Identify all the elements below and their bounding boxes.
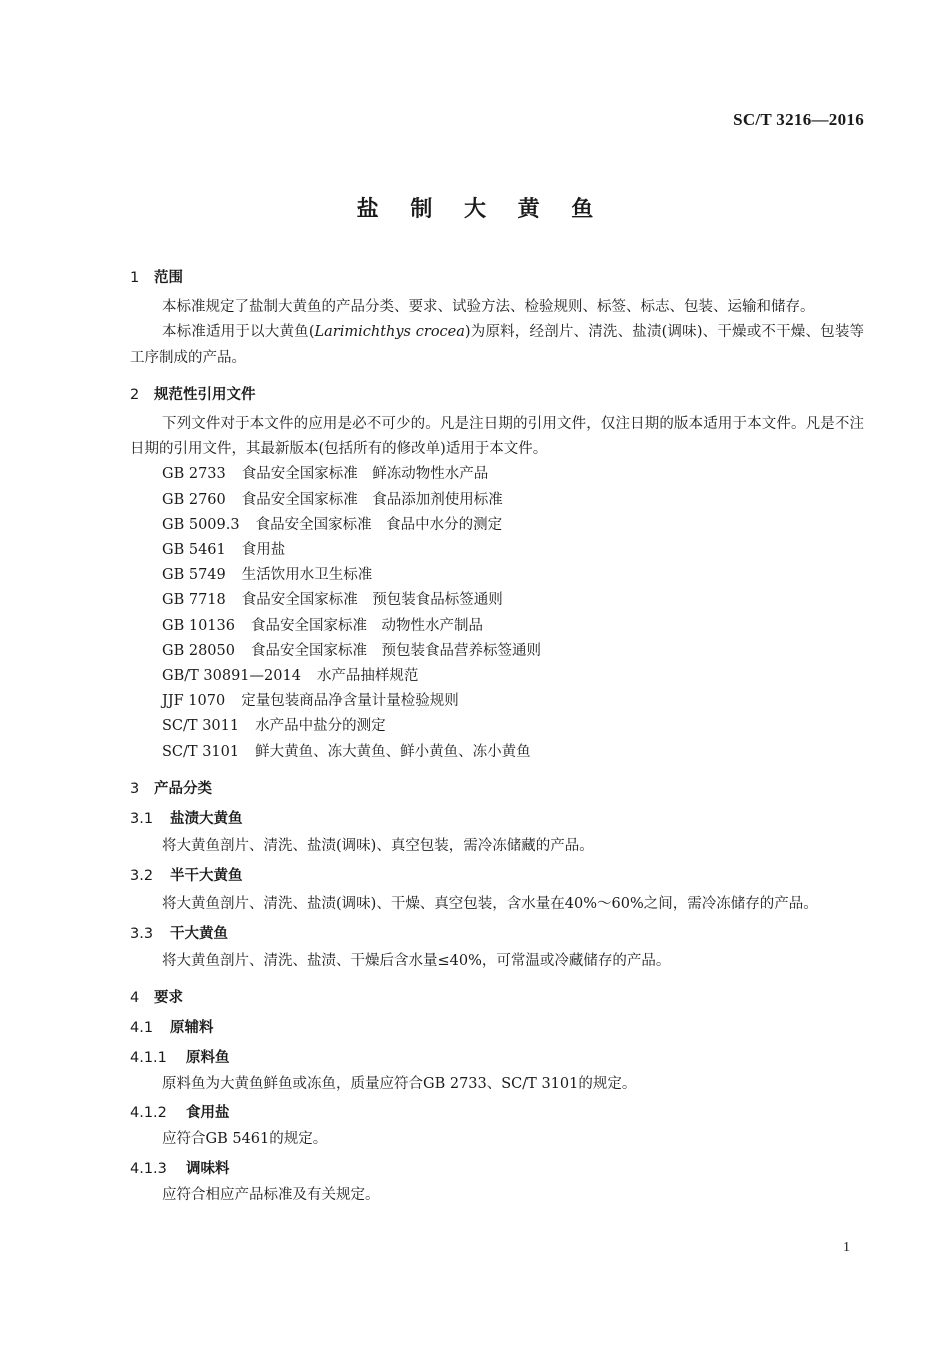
section-number: 3 <box>130 780 140 797</box>
subsection-3-2-heading <box>130 864 864 889</box>
page-number: 1 <box>843 1240 850 1255</box>
subsection-3-1-heading <box>130 807 864 832</box>
reference-name: 食品安全国家标准 预包装食品标签通则 <box>241 592 503 609</box>
reference-code: GB 5749 <box>162 567 226 584</box>
clause-title: 食用盐 <box>186 1105 230 1122</box>
clause-title: 原料鱼 <box>186 1049 230 1066</box>
subsection-title: 盐渍大黄鱼 <box>170 811 243 828</box>
subsection-number: 3.1 <box>130 811 154 828</box>
scope-text-pre: 本标准适用于以大黄鱼( <box>162 324 315 341</box>
section-3-heading <box>130 777 864 802</box>
reference-code: GB 2733 <box>162 466 226 483</box>
subsection-3-1-text: 将大黄鱼剖片、清洗、盐渍(调味)、真空包装，需冷冻储藏的产品。 <box>162 838 594 855</box>
section-number: 4 <box>130 990 140 1007</box>
subsection-3-2-text: 将大黄鱼剖片、清洗、盐渍(调味)、干燥、真空包装，含水量在40%～60%之间，需冷冻储存的产品。 <box>162 895 818 912</box>
clause-title: 调味料 <box>186 1160 230 1177</box>
subsection-number: 4.1 <box>130 1020 154 1037</box>
clause-number: 4.1.1 <box>130 1049 167 1066</box>
subsection-title: 原辅料 <box>170 1020 214 1037</box>
subsection-number: 3.2 <box>130 868 154 885</box>
clause-number: 4.1.2 <box>130 1105 167 1122</box>
reference-item <box>130 740 864 765</box>
reference-code: JJF 1070 <box>162 693 226 710</box>
section-title: 规范性引用文件 <box>154 386 256 403</box>
reference-name: 食品安全国家标准 鲜冻动物性水产品 <box>241 466 489 483</box>
section-2-heading <box>130 383 864 408</box>
subsection-3-3-text: 将大黄鱼剖片、清洗、盐渍、干燥后含水量≤40%，可常温或冷藏储存的产品。 <box>162 953 671 970</box>
subsection-4-1-heading <box>130 1016 864 1041</box>
clause-4-1-2-heading <box>130 1101 864 1126</box>
reference-item <box>130 639 864 664</box>
reference-code: GB 10136 <box>162 617 235 634</box>
section-number: 1 <box>130 270 140 286</box>
reference-item <box>130 588 864 613</box>
latin-species-name: Larimichthys crocea <box>314 324 465 341</box>
section-title: 范围 <box>154 270 183 286</box>
reference-code: SC/T 3101 <box>162 743 240 760</box>
subsection-title: 半干大黄鱼 <box>170 868 243 885</box>
reference-item <box>130 563 864 588</box>
scope-paragraph-2 <box>130 320 864 370</box>
reference-code: SC/T 3011 <box>162 718 240 735</box>
reference-code: GB/T 30891—2014 <box>162 668 301 685</box>
reference-code: GB 28050 <box>162 642 235 659</box>
reference-name: 食品安全国家标准 动物性水产制品 <box>250 617 483 634</box>
reference-name: 食用盐 <box>241 542 286 559</box>
reference-name: 鲜大黄鱼、冻大黄鱼、鲜小黄鱼、冻小黄鱼 <box>255 743 531 760</box>
section-number: 2 <box>130 386 140 403</box>
reference-item <box>130 488 864 513</box>
clause-4-1-1-heading <box>130 1046 864 1071</box>
reference-item <box>130 462 864 487</box>
reference-code: GB 5461 <box>162 542 226 559</box>
reference-name: 食品安全国家标准 预包装食品营养标签通则 <box>250 642 541 659</box>
section-4-heading <box>130 986 864 1011</box>
reference-name: 食品安全国家标准 食品添加剂使用标准 <box>241 491 503 508</box>
reference-list <box>130 462 864 764</box>
reference-item <box>130 614 864 639</box>
reference-item <box>130 664 864 689</box>
reference-name: 食品安全国家标准 食品中水分的测定 <box>255 516 503 533</box>
clause-4-1-2-text: 应符合GB 5461的规定。 <box>162 1131 328 1148</box>
reference-name: 生活饮用水卫生标准 <box>241 567 373 584</box>
document-title: 盐 制 大 黄 鱼 <box>356 197 606 222</box>
section-title: 产品分类 <box>154 780 212 797</box>
standard-code: SC/T 3216—2016 <box>733 110 864 129</box>
reference-name: 水产品抽样规范 <box>316 668 419 685</box>
clause-4-1-3-text: 应符合相应产品标准及有关规定。 <box>162 1186 380 1203</box>
reference-code: GB 7718 <box>162 592 226 609</box>
reference-name: 定量包装商品净含量计量检验规则 <box>241 693 459 710</box>
reference-name: 水产品中盐分的测定 <box>255 718 386 735</box>
reference-item <box>130 689 864 714</box>
reference-code: GB 5009.3 <box>162 516 240 533</box>
scope-paragraph-1: 本标准规定了盐制大黄鱼的产品分类、要求、试验方法、检验规则、标签、标志、包装、运输和储存。 <box>162 299 815 316</box>
reference-item <box>130 513 864 538</box>
clause-4-1-1-text: 原料鱼为大黄鱼鲜鱼或冻鱼，质量应符合GB 2733、SC/T 3101的规定。 <box>162 1075 637 1092</box>
subsection-title: 干大黄鱼 <box>170 925 228 942</box>
clause-4-1-3-heading <box>130 1157 864 1182</box>
section-title: 要求 <box>154 990 183 1007</box>
subsection-number: 3.3 <box>130 925 154 942</box>
subsection-3-3-heading <box>130 922 864 947</box>
references-intro: 下列文件对于本文件的应用是必不可少的。凡是注日期的引用文件，仅注日期的版本适用于本文件。凡是不注日期的引用文件，其最新版本(包括所有的修改单)适用于本文件。 <box>130 416 864 458</box>
scope-text-post: )为原料，经剖片、清洗、盐渍(调味)、干燥或不干燥、包装等工序制成的产品。 <box>130 324 865 366</box>
reference-item <box>130 538 864 563</box>
reference-item <box>130 714 864 739</box>
section-1-heading <box>130 266 864 291</box>
reference-code: GB 2760 <box>162 491 226 508</box>
clause-number: 4.1.3 <box>130 1160 167 1177</box>
document-body <box>130 266 864 1208</box>
